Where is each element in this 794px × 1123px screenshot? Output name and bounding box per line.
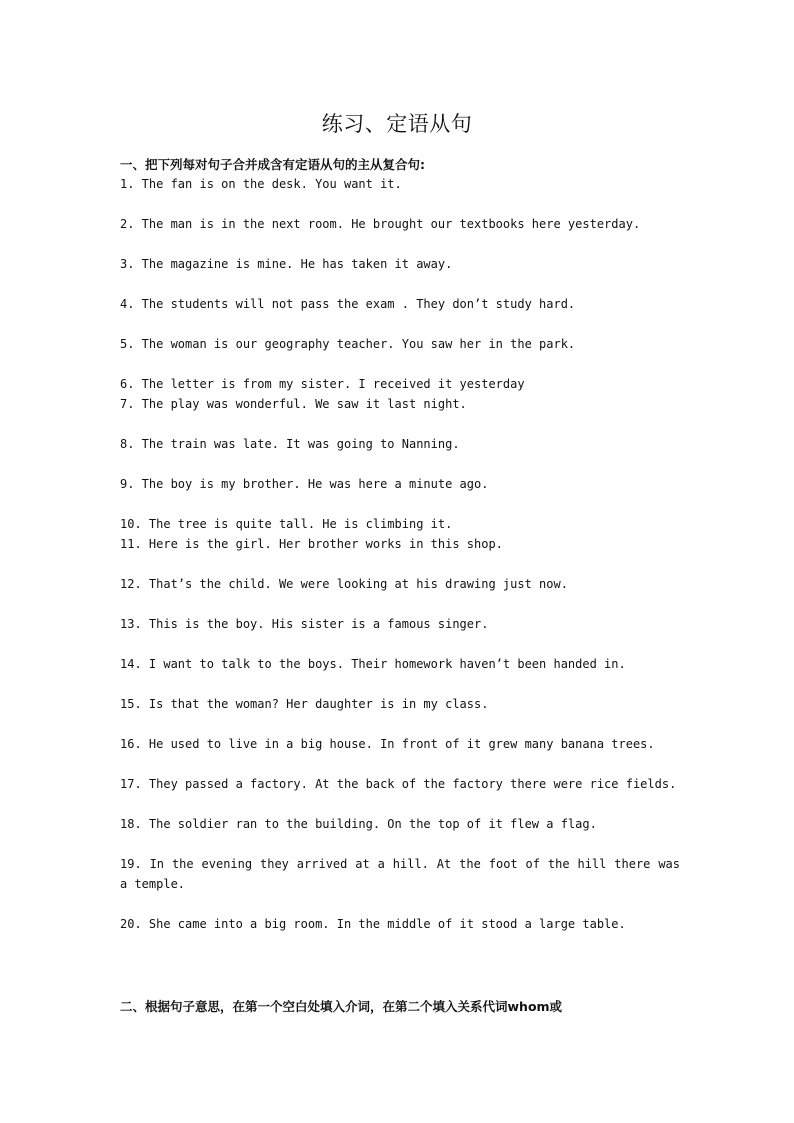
exercise-item: 10. The tree is quite tall. He is climbing it. bbox=[120, 517, 453, 531]
exercise-item: 7. The play was wonderful. We saw it last night. bbox=[120, 397, 467, 411]
exercise-item: 17. They passed a factory. At the back of the factory there were rice fields. bbox=[120, 777, 677, 791]
exercise-item: 13. This is the boy. His sister is a famous singer. bbox=[120, 617, 489, 631]
section-1-heading: 一、把下列每对句子合并成含有定语从句的主从复合句: bbox=[120, 157, 425, 172]
exercise-item: 14. I want to talk to the boys. Their homework haven’t been handed in. bbox=[120, 657, 626, 671]
page-title: 练习、定语从句 bbox=[321, 112, 473, 136]
exercise-item: 19. In the evening they arrived at a hill. At the foot of the hill there was a temple. bbox=[120, 857, 680, 891]
exercise-item: 18. The soldier ran to the building. On the top of it flew a flag. bbox=[120, 817, 597, 831]
section-2-heading: 二、根据句子意思，在第一个空白处填入介词，在第二个填入关系代词whom或 bbox=[120, 999, 563, 1014]
exercise-item: 20. She came into a big room. In the middle of it stood a large table. bbox=[120, 917, 626, 931]
exercise-item: 5. The woman is our geography teacher. You saw her in the park. bbox=[120, 337, 576, 351]
exercise-item: 9. The boy is my brother. He was here a minute ago. bbox=[120, 477, 489, 491]
exercise-item: 2. The man is in the next room. He brought our textbooks here yesterday. bbox=[120, 217, 641, 231]
exercise-item: 4. The students will not pass the exam . They don’t study hard. bbox=[120, 297, 576, 311]
exercise-item: 8. The train was late. It was going to Nanning. bbox=[120, 437, 460, 451]
exercise-item: 15. Is that the woman? Her daughter is in my class. bbox=[120, 697, 489, 711]
exercise-item: 11. Here is the girl. Her brother works in this shop. bbox=[120, 537, 503, 551]
exercise-item: 1. The fan is on the desk. You want it. bbox=[120, 177, 402, 191]
exercise-item: 16. He used to live in a big house. In front of it grew many banana trees. bbox=[120, 737, 655, 751]
exercise-item: 6. The letter is from my sister. I received it yesterday bbox=[120, 377, 525, 391]
exercise-item: 3. The magazine is mine. He has taken it away. bbox=[120, 257, 453, 271]
exercise-item: 12. That’s the child. We were looking at his drawing just now. bbox=[120, 577, 568, 591]
